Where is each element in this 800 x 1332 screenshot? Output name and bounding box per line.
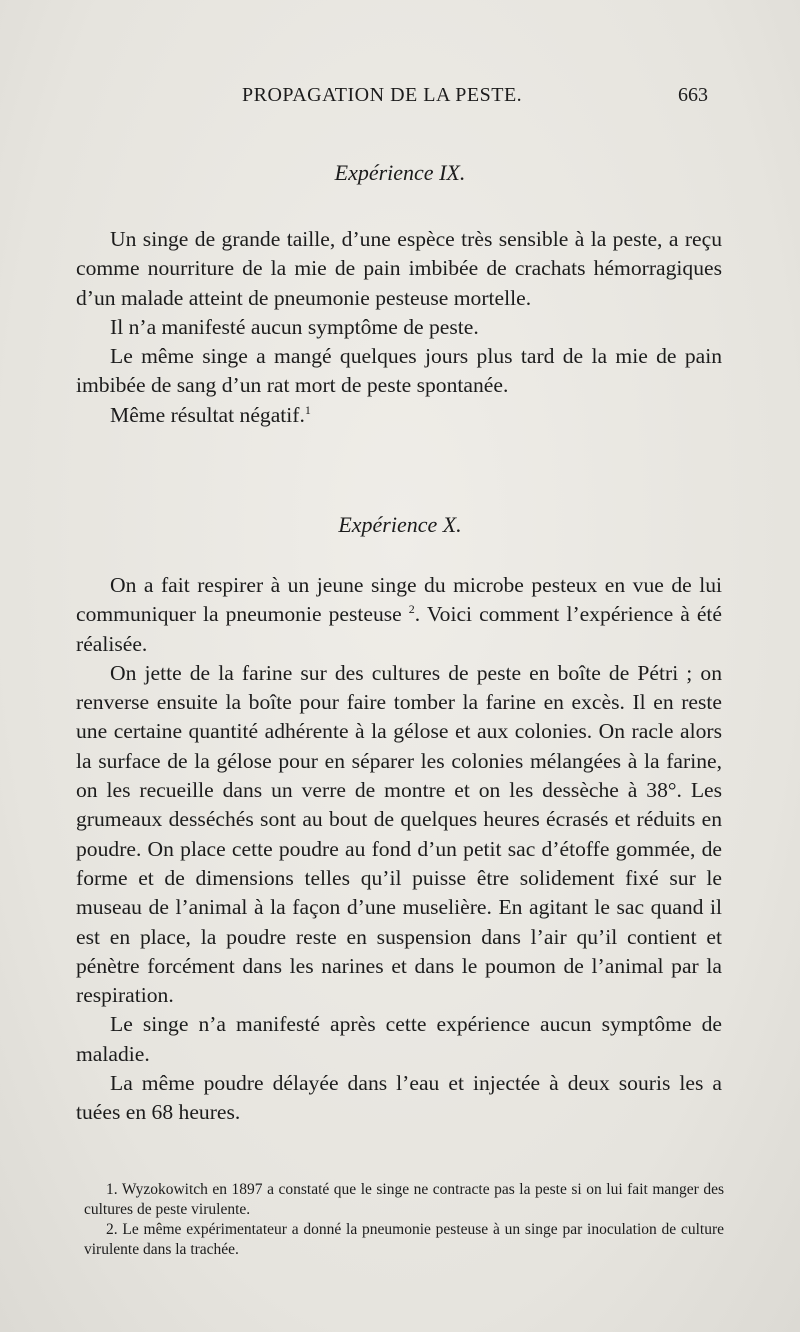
paragraph: La même poudre délayée dans l’eau et injectée à deux souris les a tuées en 68 heures. xyxy=(76,1071,722,1125)
experience-ix-body xyxy=(76,225,722,430)
paragraph xyxy=(76,571,722,659)
paragraph: On jette de la farine sur des cultures de peste en boîte de Pétri ; on renverse ensuite la boîte pour faire tomber la farine en excès. Il en reste une certaine quantité adhérente à la gélose et aux colonies. On racle alors la surface de la gélose pour en séparer les colonies mélangées à la farine, on les recueille dans un verre de montre et on les dessèche à 38°. Les grumeaux desséchés sont au bout de quelques heures écrasés et réduits en poudre. On place cette poudre au fond d’un petit sac d’étoffe gommée, de forme et de dimensions telles qu’il puisse être solidement fixé sur le museau de l’animal à la façon d’une muselière. En agitant le sac quand il est en place, la poudre reste en suspension dans l’air qu’il contient et pénètre forcément dans les narines et dans le poumon de l’animal par la respiration. xyxy=(76,660,722,1008)
page-number: 663 xyxy=(678,84,708,106)
paragraph: Un singe de grande taille, d’une espèce très sensible à la peste, a reçu comme nourriture de la mie de pain imbibée de crachats hémorragiques d’un malade atteint de pneumonie pesteuse mortelle. xyxy=(76,227,722,310)
footnote: 2. Le même expérimentateur a donné la pneumonie pesteuse à un singe par inoculation de culture virulente dans la trachée. xyxy=(84,1221,724,1258)
experience-ix-title: Expérience IX. xyxy=(334,160,466,185)
paragraph: Il n’a manifesté aucun symptôme de peste. xyxy=(110,314,479,339)
paragraph xyxy=(76,401,722,430)
paragraph-text: Même résultat négatif. xyxy=(110,402,305,427)
paragraph: Le singe n’a manifesté après cette expérience aucun symptôme de maladie. xyxy=(76,1012,722,1066)
footnote-reference: 2 xyxy=(408,602,415,617)
footnote-reference: 1 xyxy=(304,402,311,417)
paragraph: Le même singe a mangé quelques jours plus tard de la mie de pain imbibée de sang d’un rat mort de peste spontanée. xyxy=(76,344,722,398)
paragraph-text: . Voici comment l’expérience à été réalisée. xyxy=(76,602,722,656)
footnotes xyxy=(84,1180,724,1260)
experience-x-body xyxy=(76,571,722,1128)
footnote: 1. Wyzokowitch en 1897 a constaté que le singe ne contracte pas la peste si on lui fait manger des cultures de peste virulente. xyxy=(84,1181,724,1218)
paragraph-text: On a fait respirer à un jeune singe du microbe pesteux en vue de lui communiquer la pneumonie pesteuse xyxy=(76,573,722,627)
running-header: PROPAGATION DE LA PESTE. xyxy=(242,84,523,106)
experience-x-title: Expérience X. xyxy=(338,512,462,537)
